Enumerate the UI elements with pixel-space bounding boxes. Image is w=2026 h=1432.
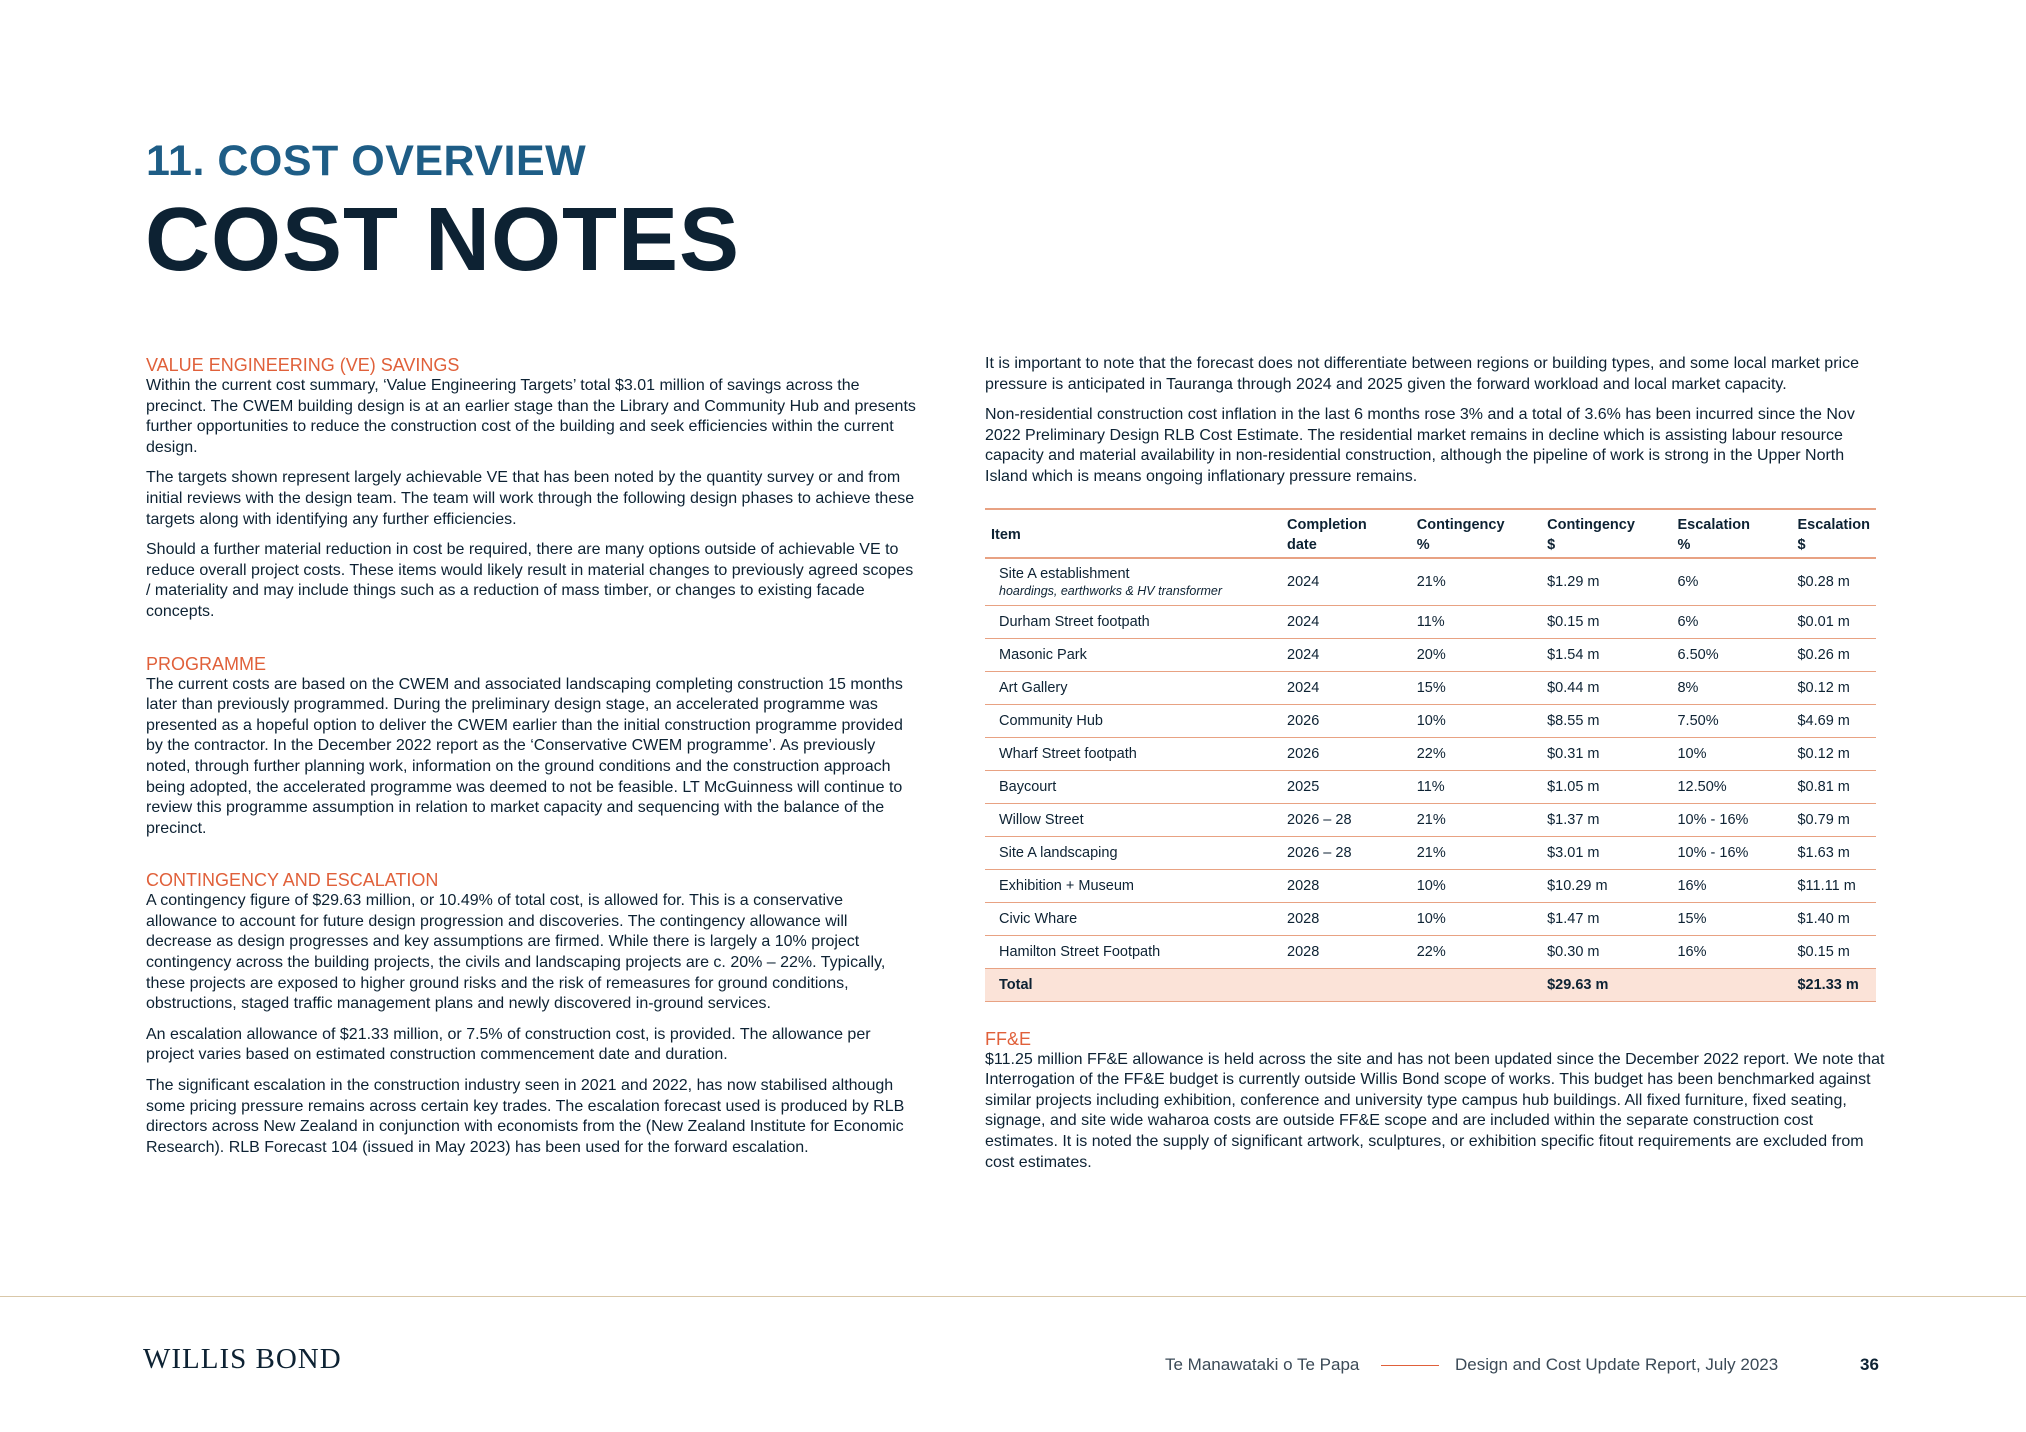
contingency-paragraph-1: A contingency figure of $29.63 million, or 10.49% of total cost, is allowed for. This is a conservative allowance to account for future design progression and discoveries. The contingency allowance will decrease as design progresses and key assumptions are firmed. While there is largely a 10% project contingency across the building projects, the civils and landscaping projects are c. 20% – 22%. Typically, these projects are exposed to higher ground risks and the risk of remeasures for ground conditions, obstructions, staged traffic management plans and newly discovered in-ground services. <box>146 892 886 1013</box>
page-title: COST NOTES <box>145 190 741 290</box>
row-contingency-pct: 21% <box>1411 836 1541 869</box>
table-row <box>985 638 1876 671</box>
contingency-heading: CONTINGENCY AND ESCALATION <box>146 870 439 891</box>
left-column <box>146 354 916 1168</box>
row-item: Art Gallery <box>985 671 1281 704</box>
row-contingency-amt: $0.31 m <box>1541 737 1671 770</box>
row-item: Site A landscaping <box>985 836 1281 869</box>
row-escalation-amt: $0.81 m <box>1791 770 1876 803</box>
programme-heading: PROGRAMME <box>146 653 267 674</box>
row-contingency-pct: 22% <box>1411 935 1541 968</box>
row-escalation-amt: $1.63 m <box>1791 836 1876 869</box>
row-date: 2024 <box>1281 638 1411 671</box>
total-label: Total <box>985 968 1281 1001</box>
ve-paragraph-2: The targets shown represent largely achievable VE that has been noted by the quantity survey or and from initial reviews with the design team. The team will work through the following design phases to achieve these targets along with identifying any further efficiencies. <box>146 469 915 528</box>
row-escalation-amt: $0.79 m <box>1791 803 1876 836</box>
row-contingency-pct: 21% <box>1411 558 1541 606</box>
total-escalation-amt: $21.33 m <box>1791 968 1876 1001</box>
table-row <box>985 902 1876 935</box>
ve-paragraph-3: Should a further material reduction in cost be required, there are many options outside of achievable VE to reduce overall project costs. These items would likely result in material changes to previously agreed scopes / materiality and may include things such as a reduction of mass timber, or changes to existing facade concepts. <box>146 541 914 620</box>
row-escalation-amt: $0.26 m <box>1791 638 1876 671</box>
forecast-paragraph: It is important to note that the forecast does not differentiate between regions or building types, and some local market price pressure is anticipated in Tauranga through 2024 and 2025 given the forward workload and local market capacity. <box>985 355 1859 393</box>
footer-divider <box>0 1296 2026 1297</box>
row-escalation-pct: 10% - 16% <box>1671 803 1791 836</box>
table-header-row <box>985 509 1876 558</box>
row-date: 2025 <box>1281 770 1411 803</box>
row-contingency-amt: $0.30 m <box>1541 935 1671 968</box>
ve-heading: VALUE ENGINEERING (VE) SAVINGS <box>146 355 460 375</box>
row-date: 2024 <box>1281 671 1411 704</box>
row-item: Civic Whare <box>985 902 1281 935</box>
table-row <box>985 605 1876 638</box>
contingency-paragraph-3: The significant escalation in the construction industry seen in 2021 and 2022, has now stabilised although some pricing pressure remains across certain key trades. The escalation forecast used is produced by RLB directors across New Zealand in conjunction with economists from the (New Zealand Institute for Economic Research). RLB Forecast 104 (issued in May 2023) has been used for the forward escalation. <box>146 1077 905 1156</box>
row-item: Community Hub <box>985 704 1281 737</box>
programme-paragraph: The current costs are based on the CWEM and associated landscaping completing construction 15 months later than previously programmed. During the preliminary design stage, an accelerated programme was presented as a hopeful option to deliver the CWEM earlier than the initial construction programme provided by the contractor. In the December 2022 report as the ‘Conservative CWEM programme’. As previously noted, through further planning work, information on the ground conditions and the construction approach being adopted, the accelerated programme was deemed to not be feasible. LT McGuinness will continue to review this programme assumption in relation to market capacity and sequencing with the balance of the precinct. <box>146 675 903 837</box>
section-label: 11. COST OVERVIEW <box>146 137 587 185</box>
row-item: Wharf Street footpath <box>985 737 1281 770</box>
row-contingency-amt: $1.37 m <box>1541 803 1671 836</box>
row-date: 2026 <box>1281 704 1411 737</box>
col-header-completion-date: Completion date <box>1281 509 1411 558</box>
table-row <box>985 935 1876 968</box>
row-escalation-amt: $0.12 m <box>1791 671 1876 704</box>
table-total-row <box>985 968 1876 1001</box>
row-contingency-pct: 20% <box>1411 638 1541 671</box>
table-row <box>985 671 1876 704</box>
row-escalation-amt: $0.28 m <box>1791 558 1876 606</box>
table-row <box>985 558 1876 606</box>
row-contingency-amt: $10.29 m <box>1541 869 1671 902</box>
footer-separator-line <box>1381 1365 1439 1366</box>
row-date: 2028 <box>1281 935 1411 968</box>
row-escalation-pct: 16% <box>1671 869 1791 902</box>
table-row <box>985 836 1876 869</box>
row-contingency-pct: 22% <box>1411 737 1541 770</box>
table-row <box>985 737 1876 770</box>
table-body <box>985 558 1876 1002</box>
row-escalation-amt: $4.69 m <box>1791 704 1876 737</box>
col-header-item: Item <box>985 509 1281 558</box>
row-date: 2024 <box>1281 558 1411 606</box>
row-escalation-pct: 15% <box>1671 902 1791 935</box>
row-escalation-pct: 6% <box>1671 558 1791 606</box>
row-date: 2026 – 28 <box>1281 803 1411 836</box>
ve-paragraph-1: Within the current cost summary, ‘Value Engineering Targets’ total $3.01 million of savings across the precinct. The CWEM building design is at an earlier stage than the Library and Community Hub and presents further opportunities to reduce the construction cost of the building and seek efficiencies within the current design. <box>146 377 916 456</box>
row-contingency-pct: 10% <box>1411 869 1541 902</box>
row-escalation-pct: 7.50% <box>1671 704 1791 737</box>
col-header-contingency-amt: Contingency $ <box>1541 509 1671 558</box>
row-item: Exhibition + Museum <box>985 869 1281 902</box>
footer-project-name: Te Manawataki o Te Papa <box>1165 1355 1360 1374</box>
ffe-paragraph: $11.25 million FF&E allowance is held across the site and has not been updated since the December 2022 report. We note that Interrogation of the FF&E budget is currently outside Willis Bond scope of works. This budget has been benchmarked against similar projects including exhibition, conference and university type campus hub buildings. All fixed furniture, fixed seating, signage, and site wide waharoa costs are outside FF&E scope and are included within the separate construction cost estimates. It is noted the supply of significant artwork, sculptures, or exhibition specific fitout requirements are excluded from cost estimates. <box>985 1050 1885 1171</box>
footer-report-title: Design and Cost Update Report, July 2023 <box>1455 1355 1779 1374</box>
row-contingency-amt: $8.55 m <box>1541 704 1671 737</box>
row-item: Baycourt <box>985 770 1281 803</box>
row-contingency-amt: $1.54 m <box>1541 638 1671 671</box>
row-date: 2026 <box>1281 737 1411 770</box>
page-number: 36 <box>1860 1355 1879 1374</box>
table-row <box>985 803 1876 836</box>
row-escalation-amt: $0.01 m <box>1791 605 1876 638</box>
right-column <box>985 354 1885 1183</box>
row-escalation-pct: 6% <box>1671 605 1791 638</box>
row-contingency-amt: $0.15 m <box>1541 605 1671 638</box>
row-escalation-amt: $0.12 m <box>1791 737 1876 770</box>
row-date: 2026 – 28 <box>1281 836 1411 869</box>
ffe-heading: FF&E <box>985 1028 1032 1049</box>
row-date: 2028 <box>1281 869 1411 902</box>
row-item: Site A establishment hoardings, earthworks & HV transformer <box>985 558 1281 606</box>
row-date: 2024 <box>1281 605 1411 638</box>
col-header-contingency-pct: Contingency % <box>1411 509 1541 558</box>
row-date: 2028 <box>1281 902 1411 935</box>
row-escalation-pct: 12.50% <box>1671 770 1791 803</box>
row-contingency-pct: 15% <box>1411 671 1541 704</box>
row-item: Durham Street footpath <box>985 605 1281 638</box>
row-contingency-amt: $0.44 m <box>1541 671 1671 704</box>
row-escalation-pct: 10% - 16% <box>1671 836 1791 869</box>
row-escalation-amt: $1.40 m <box>1791 902 1876 935</box>
row-contingency-amt: $1.47 m <box>1541 902 1671 935</box>
col-header-escalation-pct: Escalation % <box>1671 509 1791 558</box>
row-escalation-pct: 10% <box>1671 737 1791 770</box>
row-escalation-amt: $11.11 m <box>1791 869 1876 902</box>
row-escalation-pct: 16% <box>1671 935 1791 968</box>
row-contingency-pct: 21% <box>1411 803 1541 836</box>
row-escalation-pct: 6.50% <box>1671 638 1791 671</box>
table-row <box>985 770 1876 803</box>
total-contingency-amt: $29.63 m <box>1541 968 1671 1001</box>
table-row <box>985 869 1876 902</box>
row-contingency-pct: 10% <box>1411 704 1541 737</box>
col-header-escalation-amt: Escalation $ <box>1791 509 1876 558</box>
row-item: Masonic Park <box>985 638 1281 671</box>
table-row <box>985 704 1876 737</box>
row-escalation-pct: 8% <box>1671 671 1791 704</box>
row-contingency-amt: $1.29 m <box>1541 558 1671 606</box>
row-item: Hamilton Street Footpath <box>985 935 1281 968</box>
row-contingency-pct: 11% <box>1411 770 1541 803</box>
row-item-note: hoardings, earthworks & HV transformer <box>999 583 1223 598</box>
row-contingency-amt: $3.01 m <box>1541 836 1671 869</box>
contingency-paragraph-2: An escalation allowance of $21.33 million, or 7.5% of construction cost, is provided. The allowance per project varies based on estimated construction commencement date and duration. <box>146 1025 871 1064</box>
row-contingency-pct: 10% <box>1411 902 1541 935</box>
row-contingency-amt: $1.05 m <box>1541 770 1671 803</box>
row-contingency-pct: 11% <box>1411 605 1541 638</box>
ffe-section <box>985 1028 1885 1174</box>
willis-bond-logo: WILLIS BOND <box>143 1343 342 1375</box>
row-item: Willow Street <box>985 803 1281 836</box>
cost-table <box>985 508 1876 1002</box>
row-escalation-amt: $0.15 m <box>1791 935 1876 968</box>
inflation-paragraph: Non-residential construction cost inflation in the last 6 months rose 3% and a total of 3.6% has been incurred since the Nov 2022 Preliminary Design RLB Cost Estimate. The residential market remains in decline which is assisting labour resource capacity and material availability in non-residential construction, although the pipeline of work is strong in the Upper North Island which is means ongoing inflationary pressure remains. <box>985 406 1855 485</box>
